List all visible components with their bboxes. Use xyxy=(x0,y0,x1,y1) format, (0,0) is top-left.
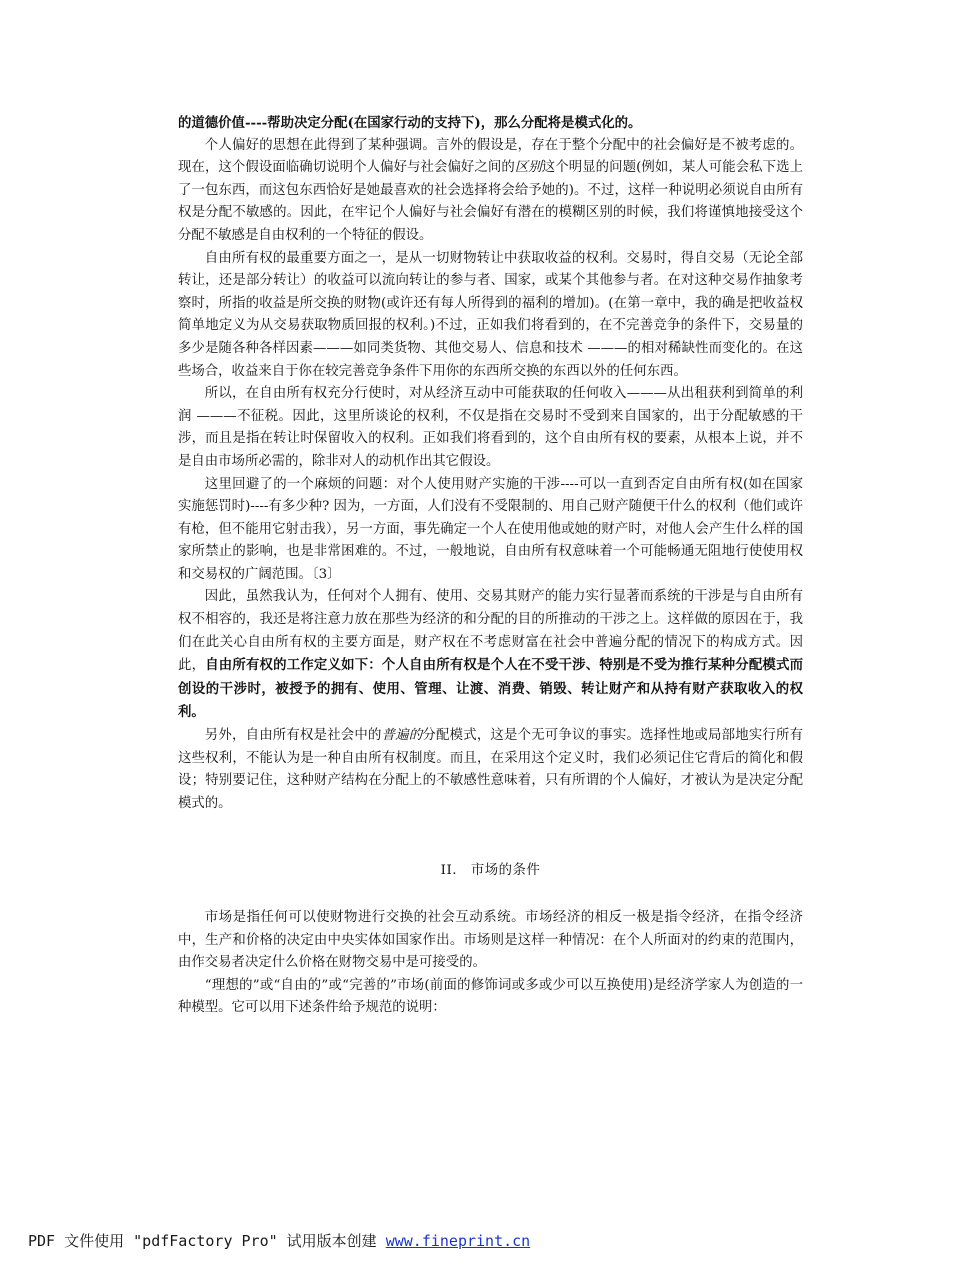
footer-text: PDF 文件使用 "pdfFactory Pro" 试用版本创建 xyxy=(28,1232,386,1250)
emphasis-text: 区别 xyxy=(514,160,542,176)
paragraph-ideal-market: “理想的”或“自由的”或“完善的”市场(前面的修饰词或多或少可以互换使用)是经济学家人为创造的一种模型。它可以用下述条件给予规范的说明： xyxy=(178,977,803,1016)
paragraph-no-tax: 所以，在自由所有权充分行使时，对从经济互动中可能获取的任何收入———从出租获利到简单的利润 ———不征税。因此，这里所谈论的权利，不仅是指在交易时不受到来自国家的，出于分配敏感的干涉，而且是指在转让时保留收入的权利。正如我们将看到的，这个自由所有权的要素，从根本上说，并不是自由市场所必需的，除非对人的动机作出其它假设。 xyxy=(178,386,803,469)
paragraph-text: 分配模式，这是个无可争议的事实。选择性地或局部地实行所有这些权利，不能认为是一种自由所有权制度。而且，在采用这个定义时，我们必须记住它背后的简化和假设；特别要记住，这种财产结构在分配上的不敏感性意味着，只有所谓的个人偏好，才被认为是决定分配模式的。 xyxy=(178,728,804,811)
section-heading: II. 市场的条件 xyxy=(440,863,541,879)
fineprint-link[interactable]: www.fineprint.cn xyxy=(385,1232,531,1250)
paragraph-working-definition xyxy=(178,586,803,725)
bold-definition: 自由所有权的工作定义如下：个人自由所有权是个人在不受干涉、特别是不受为推行某种分配模式而创设的干涉时，被授予的拥有、使用、管理、让渡、消费、销毁、转让财产和从持有财产获取收入的权利。 xyxy=(178,657,804,721)
paragraph-text: 另外，自由所有权是社会中的 xyxy=(204,728,382,744)
document-body xyxy=(178,112,803,1020)
paragraph-interference: 这里回避了的一个麻烦的问题：对个人使用财产实施的干涉----可以一直到否定自由所有权(如在国家实施惩罚时)----有多少种? 因为，一方面，人们没有不受限制的、用自己财产随便干什么的权利（他们或许有枪，但不能用它射击我），另一方面，事先确定一个人在使用他或她的财产时，对他人会产生什么样的国家所禁止的影响，也是非常困难的。不过，一般地说，自由所有权意味着一个可能畅通无阻地行使使用权和交易权的广阔范围。〔3〕 xyxy=(178,476,803,582)
paragraph-revenue-right: 自由所有权的最重要方面之一，是从一切财物转让中获取收益的权利。交易时，得自交易（无论全部转让，还是部分转让）的收益可以流向转让的参与者、国家，或某个其他参与者。在对这种交易作抽象考察时，所指的收益是所交换的财物(或许还有每人所得到的福利的增加)。(在第一章中，我的确是把收益权简单地定义为从交易获取物质回报的权利。)不过，正如我们将看到的，在不完善竞争的条件下，交易量的多少是随各种各样因素———如同类货物、其他交易人、信息和技术 ———的相对稀缺性而变化的。在这些场合，收益来自于你在较完善竞争条件下用你的东西所交换的东西以外的任何东西。 xyxy=(178,250,803,379)
paragraph-market-definition: 市场是指任何可以使财物进行交换的社会互动系统。市场经济的相反一极是指令经济，在指令经济中，生产和价格的决定由中央实体如国家作出。市场则是这样一种情况：在个人所面对的约束的范围内，由作交易者决定什么价格在财物交易中是可接受的。 xyxy=(178,910,803,971)
paragraph-text: 个人偏好的思想在此得到了某种强调。言外的假设是，存在于整个分配中的社会偏好是不被考虑的。现在，这个假设面临确切说明个人偏好与社会偏好之间的 xyxy=(178,137,803,176)
lead-paragraph: 的道德价值----帮助决定分配(在国家行动的支持下)，那么分配将是模式化的。 xyxy=(178,115,642,131)
paragraph-text: 因此，虽然我认为，任何对个人拥有、使用、交易其财产的能力实行显著而系统的干涉是与自由所有权不相容的，我还是将注意力放在那些为经济的和分配的目的所推动的干涉之上。这样做的原因在于，我们在此关心自由所有权的主要方面是，财产权在不考虑财富在社会中普遍分配的情况下的构成方式。因此， xyxy=(178,589,803,674)
paragraph-universal-pattern xyxy=(178,725,803,815)
paragraph-text: 这个明显的问题(例如，某人可能会私下选上了一包东西，而这包东西恰好是她最喜欢的社会选择将会给予她的)。不过，这样一种说明必须说自由所有权是分配不敏感的。因此，在牢记个人偏好与社会偏好有潜在的模糊区别的时候，我们将谨慎地接受这个分配不敏感是自由权利的一个特征的假设。 xyxy=(178,160,803,243)
paragraph-individual-preference xyxy=(178,135,803,248)
emphasis-text: 普遍的 xyxy=(381,728,423,744)
pdf-footer xyxy=(28,1230,530,1252)
